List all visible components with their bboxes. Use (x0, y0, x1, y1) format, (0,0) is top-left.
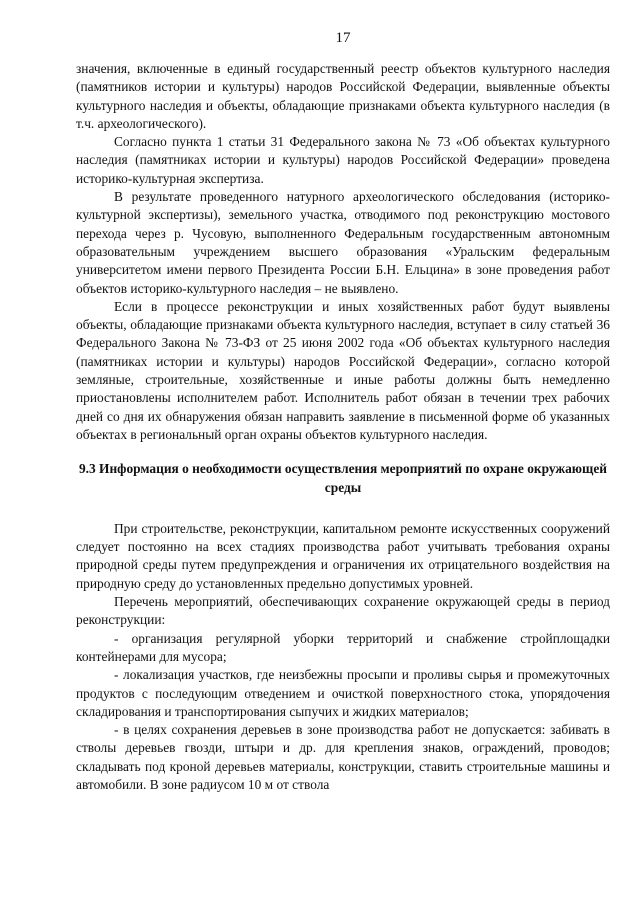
paragraph-work-suspension: Если в процессе реконструкции и иных хозяйственных работ будут выявлены объекты, обладающие признаками объекта культурного наследия, вступает в силу статьей 36 Федерального Закона № 73-ФЗ от 25 июня 2002 года «Об объектах культурного наследия (памятниках истории и культуры) народов Российской Федерации», согласно которой земляные, строительные, хозяйственные и иные работы должны быть немедленно приостановлены исполнителем работ. Исполнитель работ обязан в течении трех рабочих дней со дня их обнаружения обязан направить заявление в письменной форме об указанных объектах в региональный орган охраны объектов культурного наследия. (76, 298, 610, 442)
paragraph-historical-expertise: Согласно пункта 1 статьи 31 Федерального закона № 73 «Об объектах культурного наследия (памятниках истории и культуры) народов Российской Федерации» проведена историко-культурная экспертиза. (76, 134, 610, 186)
section-heading: 9.3 Информация о необходимости осуществления мероприятий по охране окружающей среды (78, 461, 608, 495)
page-number: 17 (335, 30, 351, 46)
paragraph-environmental-requirements: При строительстве, реконструкции, капитальном ремонте искусственных сооружений следует постоянно на всех стадиях производства работ учитывать требования охраны природной среды путем предупреждения и ограничения их отрицательного воздействия на природную среду до установленных предельно допустимых уровней. (76, 520, 610, 591)
paragraph-archaeological-survey: В результате проведенного натурного археологического обследования (историко-культурной экспертизы), земельного участка, отводимого под реконструкцию мостового перехода через р. Чусовую, выполненного Федеральным государственным автономным образовательным учреждением высшего образования «Уральским федеральным университетом имени первого Президента России Б.Н. Ельцина» в зоне проведения работ объектов историко-культурного наследия – не выявлено. (76, 189, 610, 296)
paragraph-cultural-heritage-values: значения, включенные в единый государственный реестр объектов культурного наследия (памятников истории и культуры) народов Российской Федерации, выявленные объекты культурного наследия и объекты, обладающие признаками объекта культурного наследия (в т.ч. археологического). (76, 61, 610, 131)
list-item-cleaning: - организация регулярной уборки территорий и снабжение стройплощадки контейнерами для мусора; (76, 630, 610, 664)
list-item-spill-localization: - локализация участков, где неизбежны просыпи и проливы сырья и промежуточных продуктов с последующим отведением и очисткой поверхностного стока, упорядочения складирования и транспортирования сыпучих и жидких материалов; (76, 667, 610, 719)
document-page (76, 28, 610, 794)
list-item-tree-protection: - в целях сохранения деревьев в зоне производства работ не допускается: забивать в стволы деревьев гвозди, штыри и др. для крепления знаков, ограждений, проводов; складывать под кроной деревьев материалы, конструкции, ставить строительные машины и автомобили. В зоне радиусом 10 м от ствола (76, 722, 610, 792)
paragraph-measures-list-intro: Перечень мероприятий, обеспечивающих сохранение окружающей среды в период реконструкции: (76, 594, 610, 628)
